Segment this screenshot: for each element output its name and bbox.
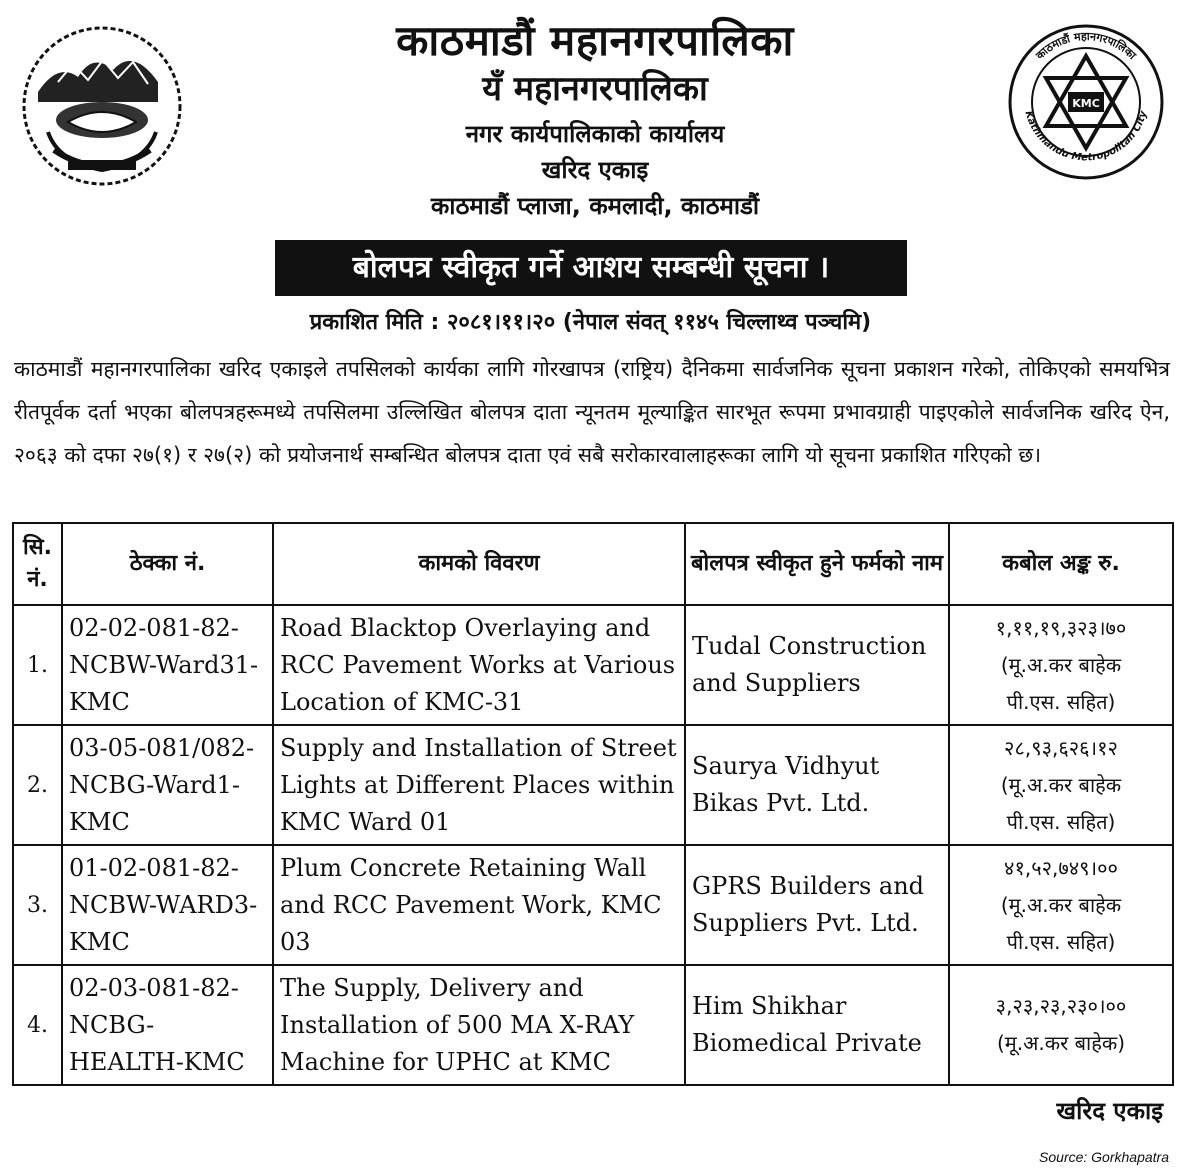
tender-table [12,522,1174,1086]
row-description: The Supply, Delivery and Installation of 500 MA X-RAY Machine for UPHC at KMC [273,965,685,1085]
table-row [13,725,1173,845]
header-firm: बोलपत्र स्वीकृत हुने फर्मको नाम [685,523,949,605]
row-tax-note: (मू.अ.कर बाहेक [1000,892,1122,917]
row-description: Supply and Installation of Street Lights at Different Places within KMC Ward 01 [273,725,685,845]
seal-bottom-text: Kathmandu Metropolitan City [1022,109,1150,164]
published-date: प्रकाशित मिति : २०८१।११।२० (नेपाल संवत् ११४५ चिल्लाथ्व पञ्चमि) [309,310,872,335]
row-firm: Tudal Construction and Suppliers [685,605,949,725]
notice-title: बोलपत्र स्वीकृत गर्ने आशय सम्बन्धी सूचना । [275,240,907,296]
footer-unit-signature: खरिद एकाइ [1056,1097,1163,1125]
row-amount: ३,२३,२३,२३०।०० [995,994,1127,1018]
seal-top-text: काठमाडौं महानगरपालिका [1033,29,1139,63]
row-amount-cell [949,965,1173,1085]
unit-name: खरिद एकाइ [541,156,649,184]
header-sn: सि. नं. [13,523,62,605]
row-contract-no: 02-02-081-82-NCBW-Ward31-KMC [62,605,273,725]
svg-text:Kathmandu Metropolitan City [1023,109,1150,163]
row-amount: २८,९३,६२६।१२ [1004,735,1118,760]
row-firm: Him Shikhar Biomedical Private [685,965,949,1085]
row-contract-no: 03-05-081/082-NCBG-Ward1-KMC [62,725,273,845]
row-amount-cell [949,605,1173,725]
table-header-row [13,523,1173,605]
source-credit: Source: Gorkhapatra [1039,1149,1169,1165]
nepal-emblem-logo [18,22,186,190]
row-firm: GPRS Builders and Suppliers Pvt. Ltd. [685,845,949,965]
row-amount-cell [949,725,1173,845]
row-amount: ४१,५२,७४९।०० [1004,855,1118,880]
table-row [13,965,1173,1085]
office-name: नगर कार्यपालिकाको कार्यालय [465,120,725,148]
row-amount: १,११,१९,३२३।७० [995,615,1127,640]
row-sn: 2. [13,725,62,845]
organization-name-newari: यँ महानगरपालिका [482,69,708,109]
row-tax-note: (मू.अ.कर बाहेक [1000,772,1122,797]
office-address: काठमाडौं प्लाजा, कमलादी, काठमाडौं [430,192,760,220]
kmc-seal-logo [1006,22,1166,182]
organization-name: काठमाडौं महानगरपालिका [396,16,794,65]
row-contract-no: 01-02-081-82-NCBW-WARD3-KMC [62,845,273,965]
row-firm: Saurya Vidhyut Bikas Pvt. Ltd. [685,725,949,845]
row-ps-note: पी.एस. सहित) [1006,809,1116,834]
table-row [13,845,1173,965]
table-row [13,605,1173,725]
row-description: Plum Concrete Retaining Wall and RCC Pavement Work, KMC 03 [273,845,685,965]
header-description: कामको विवरण [273,523,685,605]
row-sn: 1. [13,605,62,725]
row-contract-no: 02-03-081-82-NCBG-HEALTH-KMC [62,965,273,1085]
notice-header [200,14,990,224]
intro-paragraph: काठमाडौं महानगरपालिका खरिद एकाइले तपसिलको कार्यका लागि गोरखापत्र (राष्ट्रिय) दैनिकमा सार्वजनिक सूचना प्रकाशन गरेको, तोकिएको समयभित्र रीतपूर्वक दर्ता भएका बोलपत्रहरूमध्ये तपसिलमा उल्लिखित बोलपत्र दाता न्यूनतम मूल्याङ्कित सारभूत रूपमा प्रभावग्राही पाइएकोले सार्वजनिक खरिद ऐन, २०६३ को दफा २७(१) र २७(२) को प्रयोजनार्थ सम्बन्धित बोलपत्र दाता एवं सबै सरोकारवालाहरूका लागि यो सूचना प्रकाशित गरिएको छ। [14,357,1170,467]
header-amount: कबोल अङ्क रु. [949,523,1173,605]
row-ps-note: पी.एस. सहित) [1006,929,1116,954]
row-description: Road Blacktop Overlaying and RCC Pavement Works at Various Location of KMC-31 [273,605,685,725]
row-sn: 4. [13,965,62,1085]
seal-center-text: KMC [1072,97,1100,110]
row-ps-note: पी.एस. सहित) [1006,689,1116,714]
row-tax-note: (मू.अ.कर बाहेक) [996,1031,1126,1055]
row-tax-note: (मू.अ.कर बाहेक [1000,652,1122,677]
row-amount-cell [949,845,1173,965]
header-contract-no: ठेक्का नं. [62,523,273,605]
row-sn: 3. [13,845,62,965]
